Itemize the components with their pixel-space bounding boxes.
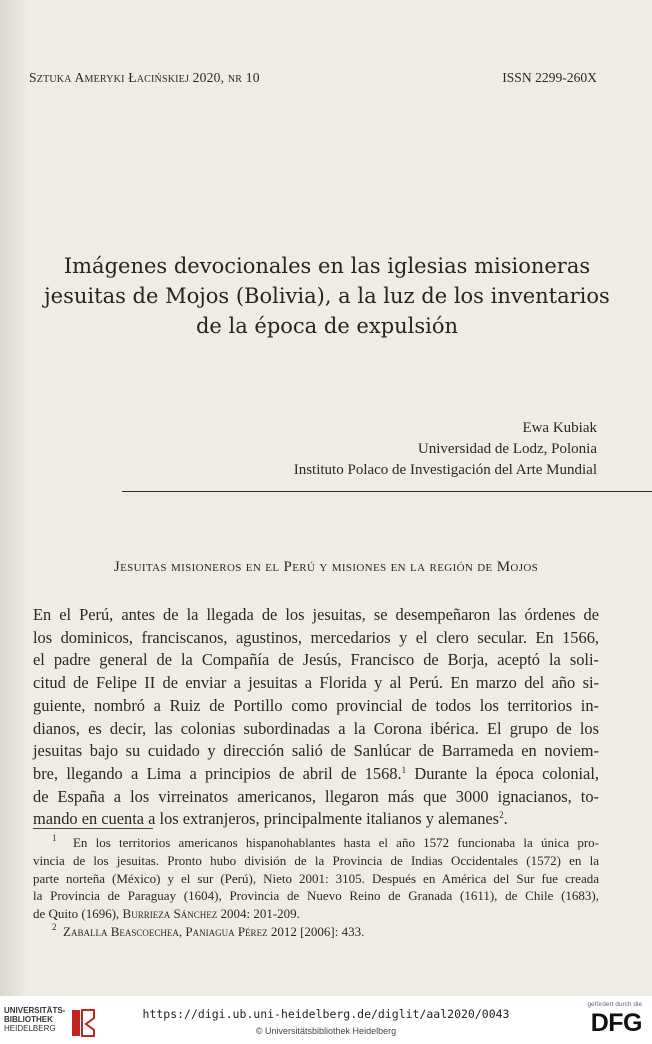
footnote-mark: 1 [52,833,57,843]
text-span: Durante la época colonial, [406,763,599,783]
footnotes [33,834,599,941]
text-span: 2004: 201-209. [217,906,300,922]
separator-rule [122,491,652,492]
footnote-mark: 2 [52,921,57,932]
footnote-2 [33,923,599,941]
text-line: los dominicos, franciscanos, agustinos, mercedarios y el clero secular. En 1566, [33,627,599,647]
text-line [33,763,599,786]
article-title [29,251,625,341]
text-span: bre, llegando a Lima a principios de abril de 1568. [33,763,402,783]
text-line: guiente, nombró a Ruiz de Portillo como provincial de todos los territorios in- [33,695,599,715]
section-heading: Jesuitas misioneros en el Perú y misiones en la región de Mojos [113,559,539,575]
footnote-ref[interactable]: 1 [401,764,407,775]
footnote-text: En los territorios americanos hispanohablantes hasta el año 1572 funcionaba la única pro- [72,835,599,850]
author-block [294,418,597,481]
title-line: de la época de expulsión [195,314,459,338]
text-line: citud de Felipe II de enviar a jesuitas a Florida y al Perú. En marzo del año si- [33,673,599,693]
footnote-1 [33,834,599,852]
author-affiliation: Universidad de Lodz, Polonia [417,441,597,457]
text-line: el padre general de la Compañía de Jesús, Francisco de Borja, aceptó la soli- [33,650,599,670]
title-line: jesuitas de Mojos (Bolivia), a la luz de los inventarios [44,284,610,308]
author-affiliation: Instituto Polaco de Investigación del Arte Mundial [293,462,597,478]
copyright-notice: © Universitätsbibliothek Heidelberg [255,1026,397,1036]
cited-author: Zaballa Beascoechea, Paniagua Pérez [63,923,268,939]
page-url-link[interactable]: https://digi.ub.uni-heidelberg.de/diglit/aal2020/0043 [142,1007,510,1021]
cited-author: Burrieza Sánchez [122,906,218,922]
text-line: de España a los virreinatos americanos, llegaron más que 3000 ignacianos, to- [33,786,599,806]
author-name: Ewa Kubiak [522,420,597,436]
library-name-line: UNIVERSITÄTS- [4,1006,66,1015]
text-span: de Quito (1696), [33,906,123,922]
footnote-line: parte norteña (México) y el sur (Perú), Nieto 2001: 3105. Después en América del Sur fue creada [33,870,599,886]
text-line: dianos, es decir, las colonias subordinadas a la Corona ibérica. El grupo de los [33,718,599,738]
body-paragraph [33,604,599,831]
text-span: mando en cuenta a los extranjeros, principalmente italianos y alemanes [33,809,500,829]
library-name-line: HEIDELBERG [4,1024,56,1033]
running-head [29,70,597,88]
footnote-line: la Provincia de Paraguay (1604), Provincia de Nuevo Reino de Granada (1611), de Chile (1683), [33,888,599,904]
footnote-ref[interactable]: 2 [499,810,504,821]
text-span: 2012 [2006]: 433. [267,923,365,939]
library-name-line: BIBLIOTHEK [4,1015,53,1024]
footnote-rule [33,828,153,829]
funder-logo-text: DFG [590,1009,642,1037]
text-line: jesuitas bajo su cuidado y dirección salió de Sanlúcar de Barrameda en noviem- [33,741,599,761]
dfg-logo[interactable] [582,996,642,1042]
issn: ISSN 2299-260X [502,70,597,85]
journal-name: Sztuka Ameryki Łacińskiej 2020, nr 10 [29,70,260,85]
text-line: En el Perú, antes de la llegada de los jesuitas, se desempeñaron las órdenes de [33,605,599,624]
funder-caption: gefördert durch die [587,1001,642,1008]
footnote-line [33,905,599,923]
text-span: . [503,809,508,829]
viewer-footer [0,996,652,1044]
footnote-line: vincia de los jesuitas. Pronto hubo división de la Provincia de Indias Occidentales (1572) en la [33,852,599,868]
title-line: Imágenes devocionales en las iglesias misioneras [63,254,591,278]
